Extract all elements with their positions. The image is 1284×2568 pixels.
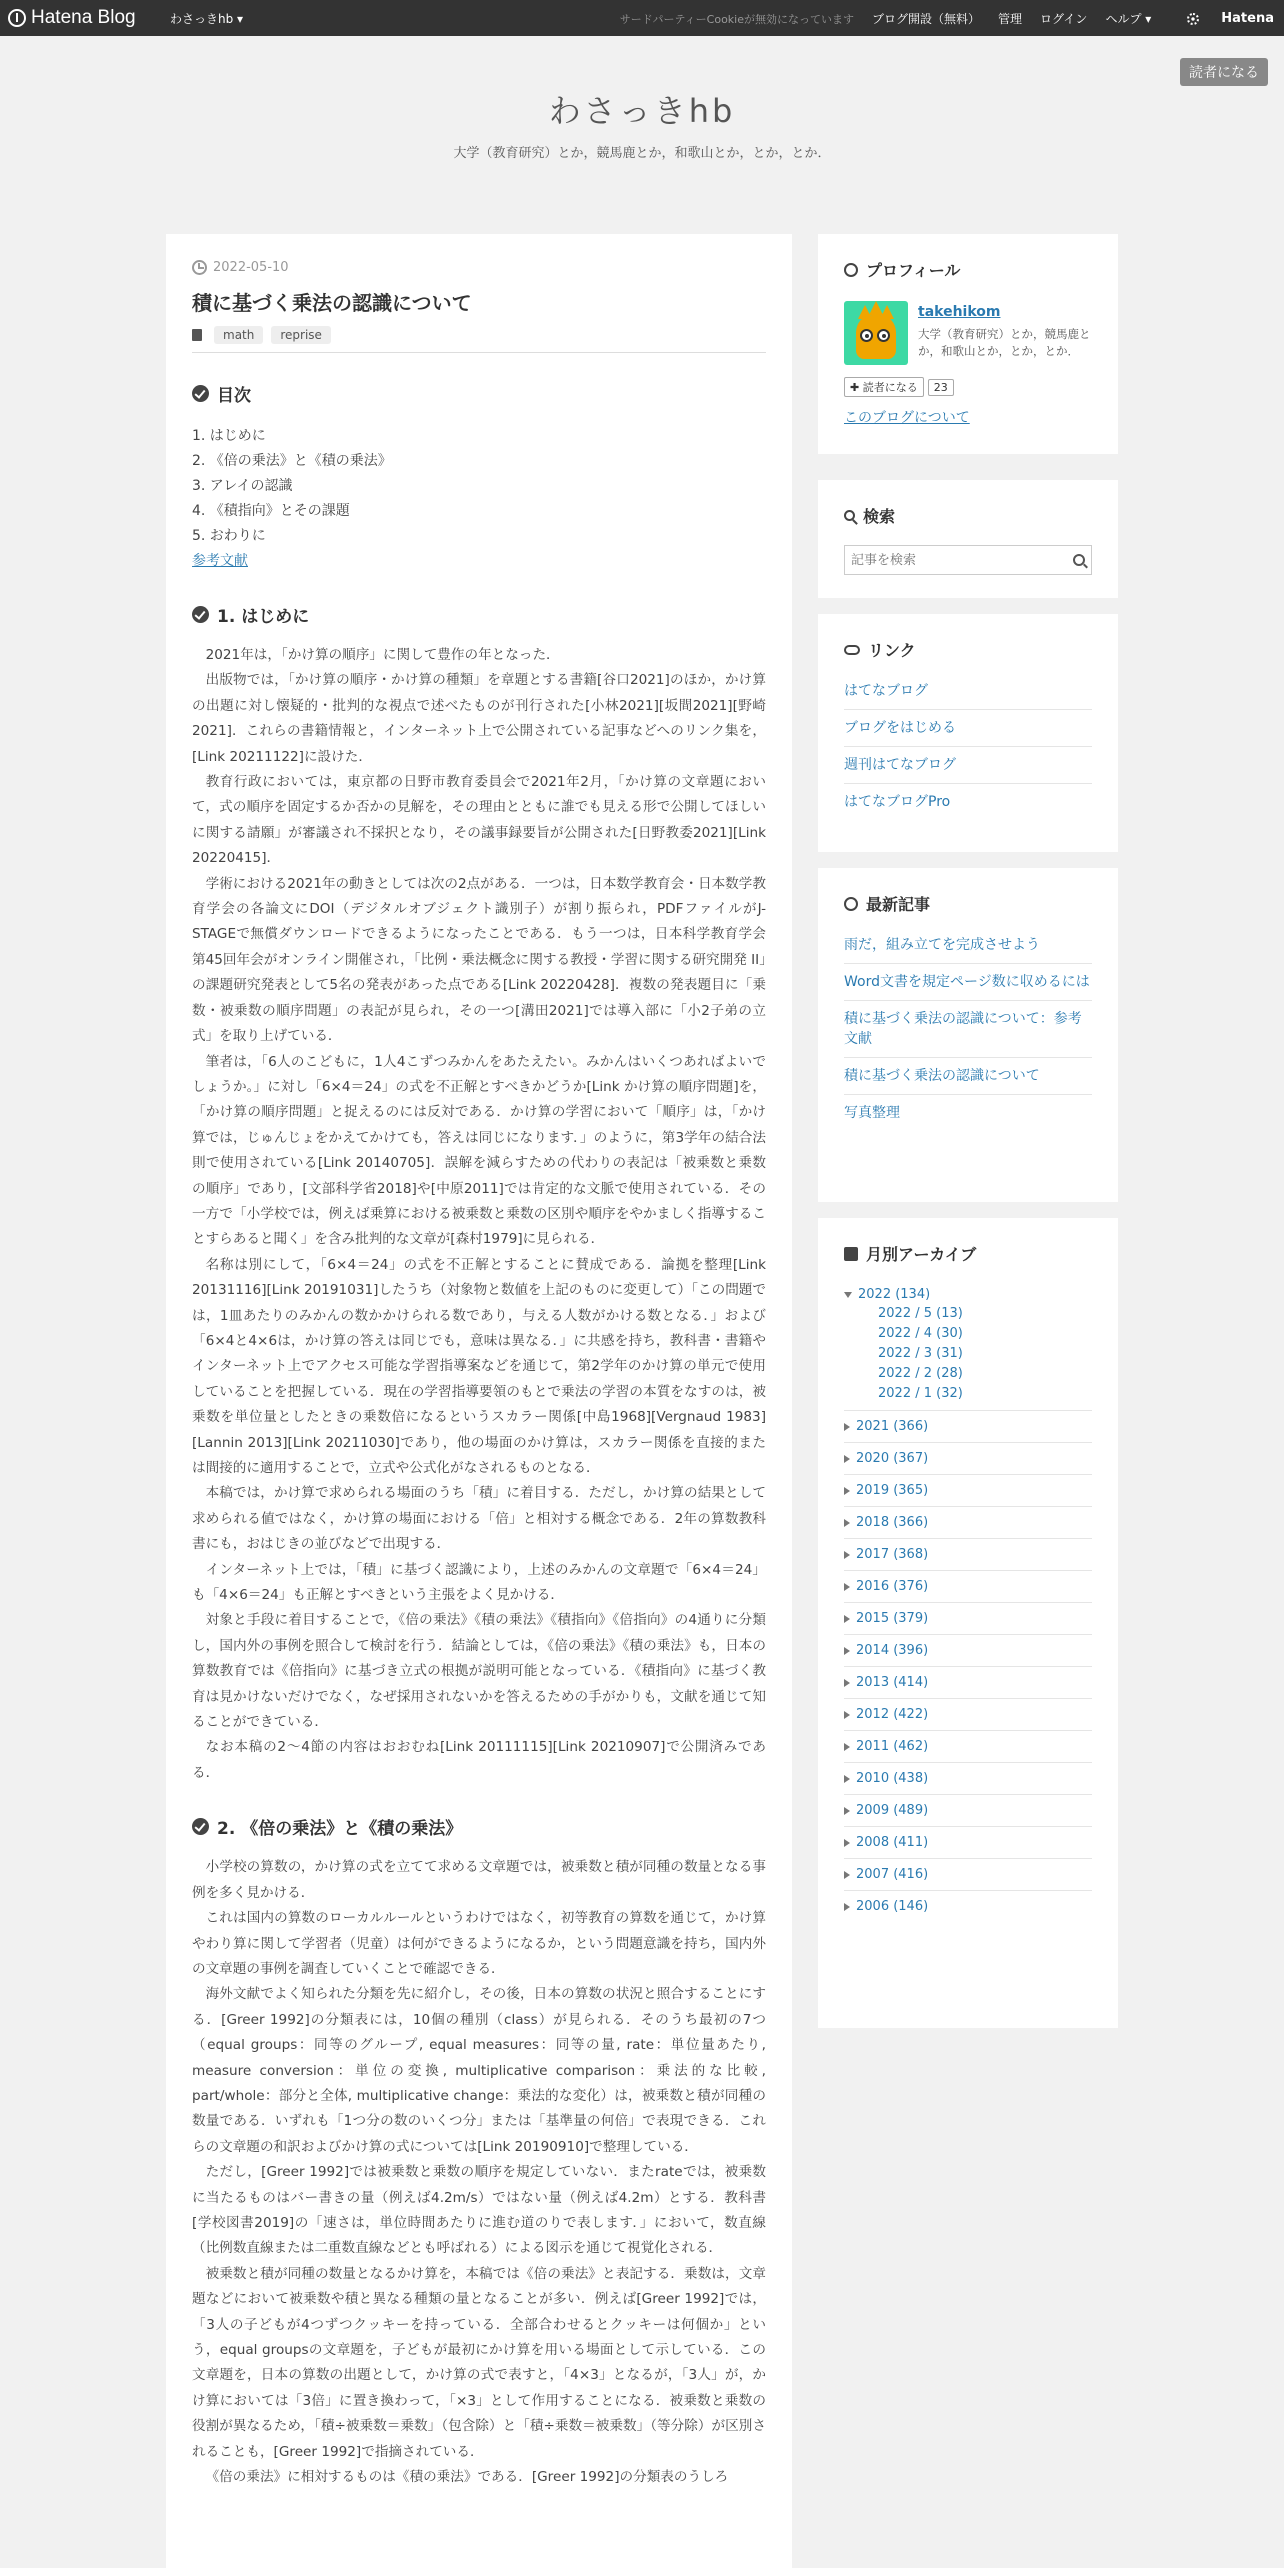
section-heading-text: 1. はじめに: [217, 607, 310, 627]
toc-item[interactable]: 3. アレイの認識: [192, 478, 293, 494]
toc-heading: [192, 381, 766, 406]
entry-date[interactable]: [192, 260, 766, 275]
profile-module: [818, 234, 1118, 454]
open-blog-link[interactable]: ブログ開設（無料）: [872, 12, 981, 26]
archive-year-label: 2011 (462): [856, 1739, 929, 1754]
paragraph: インターネット上では，「積」に基づく認識により，上述のみかんの文章題で「6×4＝24」も「4×6＝24」も正解とすべきという主張をよく見かける．: [192, 1561, 766, 1604]
paragraph: 小学校の算数の，かけ算の式を立てて求める文章題では，被乗数と積が同種の数量となる事例を多く見かける．: [192, 1859, 766, 1901]
archive-months: [844, 1304, 1092, 1411]
recent-entry-link[interactable]: 写真整理: [844, 1105, 900, 1121]
archive-year-label: 2015 (379): [856, 1611, 929, 1626]
archive-year-label: 2016 (376): [856, 1579, 929, 1594]
category-tag[interactable]: reprise: [271, 326, 331, 344]
recent-heading: [844, 892, 1092, 915]
login-link[interactable]: ログイン: [1040, 12, 1088, 26]
recent-entry-link[interactable]: Word文書を規定ページ数に収めるには: [844, 964, 1092, 1001]
archive-year-label: 2014 (396): [856, 1643, 929, 1658]
recent-entry-link[interactable]: 積に基づく乗法の認識について：参考文献: [844, 1001, 1092, 1058]
links-list: [844, 673, 1092, 820]
search-module: [818, 480, 1118, 598]
sidebar-link[interactable]: はてなブログPro: [844, 794, 951, 810]
hatena-blog-logo[interactable]: [8, 7, 136, 29]
search-icon: [844, 510, 855, 521]
search-input[interactable]: [851, 553, 1051, 568]
paragraph: 筆者は，「6人のこどもに，1人4こずつみかんをあたえたい。みかんはいくつあればよいでしょうか。」に対し「6×4＝24」の式を不正解とすべきかどうか[Link かけ算の順序問題]を，「かけ算の順序問題」と捉えるのには反対である．かけ算の学習において「順序」は，「かけ算では，じゅんじょをかえてかけても，答えは同じになります．」のように，第3学年の結合法則で使用されている[Link 20140705]．誤解を減らすための代わりの表記は「被乗数と乗数の順序」であり，[文部科学省2018]や[中原2011]では肯定的な文脈で使用されている．その一方で「小学校では，例えば乗算における被乗数と乗数の区別や順序をやかましく指導することすらあると聞く」を含み批判的な文章が[森村1979]に見られる．: [192, 1053, 766, 1248]
archive-year-toggle[interactable]: [844, 1859, 1092, 1891]
archive-month-link[interactable]: 2022 / 3 (31): [878, 1346, 963, 1361]
entry-title[interactable]: 積に基づく乗法の認識について: [192, 291, 472, 315]
hatena-link[interactable]: [1169, 11, 1274, 26]
archive-month-link[interactable]: 2022 / 1 (32): [878, 1386, 963, 1401]
triangle-right-icon: [844, 1679, 850, 1687]
triangle-right-icon: [844, 1807, 850, 1815]
toc-references-link[interactable]: 参考文献: [192, 553, 248, 569]
archive-year-toggle[interactable]: [844, 1827, 1092, 1859]
archive-month-link[interactable]: 2022 / 4 (30): [878, 1326, 963, 1341]
archive-year-label: 2020 (367): [856, 1451, 929, 1466]
toc-item[interactable]: 5. おわりに: [192, 528, 266, 544]
paragraph: 2021年は，「かけ算の順序」に関して豊作の年となった．: [205, 647, 560, 663]
recent-entry-link[interactable]: 積に基づく乗法の認識について: [844, 1058, 1092, 1095]
archive-year-label: 2009 (489): [856, 1803, 929, 1818]
sidebar-link[interactable]: ブログをはじめる: [844, 710, 1092, 747]
entry-categories: [192, 326, 766, 353]
check-circle-icon: [192, 1818, 209, 1835]
paragraph: 対象と手段に着目することで，《倍の乗法》《積の乗法》《積指向》《倍指向》の4通りに分類し，国内外の事例を照合して検討を行う．結論としては，《倍の乗法》《積の乗法》も，日本の算数教育では《倍指向》に基づき立式の根拠が説明可能となっている．《積指向》に基づく教育は見かけないだけでなく，なぜ採用されないかを答えるための手がかりも，文献を通じて知ることができている．: [192, 1612, 766, 1731]
archive-year-label: 2013 (414): [856, 1675, 929, 1690]
archive-year-toggle[interactable]: [844, 1603, 1092, 1635]
global-header: [0, 0, 1284, 36]
search-submit-icon[interactable]: [1073, 554, 1085, 566]
table-of-contents: [192, 424, 766, 574]
paragraph: なお本稿の2～4節の内容はおおむね[Link 20111115][Link 20210907]で公開済みである．: [192, 1739, 766, 1781]
archive-module: [818, 1218, 1118, 2028]
paragraph: 出版物では，「かけ算の順序・かけ算の種類」を章題とする書籍[谷口2021]のほか，かけ算の出題に対し懐疑的・批判的な視点で述べたものが刊行された[小林2021][坂間2021][野崎2021]．これらの書籍情報と，インターネット上で公開されている記事などへのリンク集を，[Link 20211122]に設けた．: [192, 672, 766, 765]
entry-article: [166, 234, 792, 2568]
hatena-ring-icon: [8, 9, 26, 27]
paragraph: 教育行政においては，東京都の日野市教育委員会で2021年2月，「かけ算の文章題において，式の順序を固定するか否かの見解を，その理由とともに誰でも見える形で公開してほしいに関する請願」が審議され不採択となり，その議事録要旨が公開された[日野教委2021][Link 20220415]．: [192, 774, 766, 867]
archive-month-link[interactable]: 2022 / 5 (13): [878, 1306, 963, 1321]
smiley-icon: [844, 263, 858, 277]
archive-year-toggle[interactable]: [844, 1539, 1092, 1571]
link-icon: [844, 645, 860, 655]
avatar-eye: [877, 329, 890, 342]
clock-icon: [192, 260, 207, 275]
triangle-down-icon: [844, 1292, 852, 1298]
triangle-right-icon: [844, 1487, 850, 1495]
subscribe-button[interactable]: 読者になる: [1180, 58, 1268, 86]
recent-entry-link[interactable]: 雨だ，組み立てを完成させよう: [844, 927, 1092, 964]
subscribe-small-label: 読者になる: [862, 381, 918, 394]
links-heading-text: リンク: [868, 641, 916, 660]
section-body: [192, 1855, 766, 2490]
sidebar-link[interactable]: はてなブログ: [844, 673, 1092, 710]
section-body: [192, 643, 766, 1786]
archive-year-toggle[interactable]: [844, 1279, 1092, 1304]
archive-year-label: 2012 (422): [856, 1707, 929, 1722]
paragraph: 海外文献でよく知られた分類を先に紹介し，その後，日本の算数の状況と照合することにする．[Greer 1992]の分類表には，10個の種別（class）が見られる．そのうち最初の7つ（equal groups：同等のグループ, equal measures：同等の量, rate：単位量あたり, measure conversion：単位の変換, multiplicative comparison：乗法的な比較, part/whole：部分と全体, multiplicative change：乗法的な変化）は，被乗数と積が同種の数量である．いずれも「1つ分の数のいくつ分」または「基準量の何倍」で表現できる．これらの文章題の和訳およびかけ算の式については[Link 20190910]で整理している．: [192, 1986, 766, 2155]
archive-heading: [844, 1242, 1092, 1265]
archive-year-toggle[interactable]: [844, 1571, 1092, 1603]
search-heading: [844, 504, 1092, 527]
cookie-notice: サードパーティーCookieが無効になっています: [619, 12, 854, 26]
folder-icon: [192, 329, 202, 341]
triangle-right-icon: [844, 1551, 850, 1559]
paragraph: 名称は別にして，「6×4＝24」の式を不正解とすることに賛成である．論拠を整理[Link 20131116][Link 20191031]したうち（対象物と数値を上記のものに変更して）「この問題では，1皿あたりのみかんの数かかけられる数であり，与える人数がかける数となる．」および「6×4と4×6は，かけ算の答えは同じでも，意味は異なる．」に共感を持ち，教科書・書籍やインターネット上でアクセス可能な学習指導案などを通じて，第2学年のかけ算の単元で使用していることを把握している．現在の学習指導要領のもとで乗法の学習の本質をなすのは，被乗数を単位量としたときの乗数倍になるというスカラー関係[中島1968][Vergnaud 1983][Lannin 2013][Link 20211030]であり，他の場面のかけ算は，スカラー関係を直接的または間接的に適用することで，立式や公式化がなされるものとなる．: [192, 1256, 766, 1476]
history-icon: [844, 897, 858, 911]
archive-year-toggle[interactable]: [844, 1411, 1092, 1443]
archive-year-toggle[interactable]: [844, 1795, 1092, 1827]
toc-heading-text: 目次: [217, 386, 251, 406]
search-box: [844, 545, 1092, 575]
blog-title[interactable]: わさっきhb: [548, 92, 736, 130]
archive-year-toggle[interactable]: [844, 1667, 1092, 1699]
toc-item[interactable]: 4. 《積指向》とその課題: [192, 503, 350, 519]
toc-item[interactable]: 1. はじめに: [192, 428, 266, 444]
paragraph: 学術における2021年の動きとしては次の2点がある．一つは，日本数学教育会・日本数学教育学会の各論文にDOI（デジタルオブジェクト識別子）が割り振られ，PDFファイルがJ-STAGEで無償ダウンロードできるようになったことである．もう一つは，日本科学教育学会第45回年会がオンライン開催され，「比例・乗法概念に関する教授・学習に関する研究開発 II」の課題研究発表として5名の発表があった点である[Link 20220428]．複数の発表題目に「乗数・被乗数の順序問題」の表記が見られ，その一つ[溝田2021]では導入部に「小2子弟の立式」を取り上げている．: [192, 875, 766, 1045]
recent-heading-text: 最新記事: [866, 895, 931, 914]
triangle-right-icon: [844, 1711, 850, 1719]
recent-list: [844, 927, 1092, 1131]
category-tag[interactable]: math: [214, 326, 263, 344]
section-heading: [192, 1814, 766, 1839]
triangle-right-icon: [844, 1615, 850, 1623]
archive-year-toggle[interactable]: [844, 1731, 1092, 1763]
date-text: 2022-05-10: [213, 260, 289, 275]
paragraph: 本稿では，かけ算で求められる場面のうち「積」に着目する．ただし，かけ算の結果として求められる値ではなく，かけ算の場面における「倍」と相対する概念である．2年の算数教科書にも，おはじきの並びなどで出現する．: [192, 1485, 766, 1553]
archive-year-label: 2006 (146): [856, 1899, 929, 1914]
archive-year-label: 2019 (365): [856, 1483, 929, 1498]
triangle-right-icon: [844, 1839, 850, 1847]
archive-year-label: 2007 (416): [856, 1867, 929, 1882]
toc-item[interactable]: 2. 《倍の乗法》と《積の乗法》: [192, 453, 392, 469]
triangle-right-icon: [844, 1583, 850, 1591]
archive-year-toggle[interactable]: [844, 1507, 1092, 1539]
archive-year-label: 2017 (368): [856, 1547, 929, 1562]
triangle-right-icon: [844, 1775, 850, 1783]
profile-info: [918, 301, 1092, 365]
hatena-text: Hatena: [1221, 11, 1274, 26]
check-circle-icon: [192, 385, 209, 402]
archive-year-toggle[interactable]: [844, 1891, 1092, 1922]
profile-heading: [844, 258, 1092, 281]
triangle-right-icon: [844, 1743, 850, 1751]
triangle-right-icon: [844, 1903, 850, 1911]
triangle-right-icon: [844, 1871, 850, 1879]
archive-year-toggle[interactable]: [844, 1475, 1092, 1507]
links-module: [818, 614, 1118, 852]
archive-year-toggle[interactable]: [844, 1443, 1092, 1475]
archive-year-label: 2022 (134): [858, 1287, 931, 1302]
archive-month-link[interactable]: 2022 / 2 (28): [878, 1366, 963, 1381]
paragraph: これは国内の算数のローカルルールというわけではなく，初等教育の算数を通じて，かけ算やわり算に関して学習者（児童）は何ができるようになるか，という問題意識を持ち，国内外の文章題の事例を調査していくことで確認できる．: [192, 1910, 766, 1977]
triangle-right-icon: [844, 1519, 850, 1527]
blog-menu-dropdown[interactable]: わさっきhb ▾: [170, 12, 244, 26]
archive-year-label: 2021 (366): [856, 1419, 929, 1434]
archive-year-toggle[interactable]: [844, 1763, 1092, 1795]
section-heading: [192, 602, 766, 627]
archive-box-icon: [844, 1247, 858, 1261]
subscribe-small-button[interactable]: ✚ 読者になる: [844, 377, 924, 397]
triangle-right-icon: [844, 1455, 850, 1463]
archive-heading-text: 月別アーカイブ: [866, 1245, 977, 1264]
admin-link[interactable]: 管理: [998, 12, 1023, 26]
sidebar-link[interactable]: 週刊はてなブログ: [844, 747, 1092, 784]
archive-list: [844, 1279, 1092, 1922]
logo-text: Hatena Blog: [31, 7, 136, 28]
profile-heading-text: プロフィール: [866, 261, 961, 280]
blog-description: 大学（教育研究）とか，競馬鹿とか，和歌山とか，とか，とか．: [453, 146, 831, 161]
reader-count: 23: [928, 379, 954, 396]
paragraph: 被乗数と積が同種の数量となるかけ算を，本稿では《倍の乗法》と表記する．乗数は，文章題などにおいて被乗数や積と異なる種類の量となることが多い．例えば[Greer 1992]では，「3人の子どもが4つずつクッキーを持っている．全部合わせるとクッキーは何個か」という，equal groupsの文章題を，子どもが最初にかけ算を用いる場面として示している．この文章題を，日本の算数の出題として，かけ算の式で表すと，「4×3」となるが，「3人」が，かけ算においては「3倍」に置き換わって，「×3」として作用することになる．被乗数と乗数の役割が異なるため，「積÷被乗数＝乗数」（包含除）と「積÷乗数＝被乗数」（等分除）が区別されることも，[Greer 1992]で指摘されている．: [192, 2265, 766, 2460]
reader-row: [844, 377, 1092, 397]
check-circle-icon: [192, 606, 209, 623]
archive-year-label: 2018 (366): [856, 1515, 929, 1530]
recent-entries-module: [818, 868, 1118, 1202]
paragraph: 《倍の乗法》に相対するものは《積の乗法》である．[Greer 1992]の分類表のうしろ: [205, 2469, 729, 2486]
triangle-right-icon: [844, 1647, 850, 1655]
avatar[interactable]: [844, 301, 908, 365]
profile-description: 大学（教育研究）とか，競馬鹿とか，和歌山とか，とか，とか．: [918, 327, 1091, 358]
archive-year-toggle[interactable]: [844, 1635, 1092, 1667]
about-blog-link[interactable]: このブログについて: [844, 410, 970, 426]
paragraph: ただし，[Greer 1992]では被乗数と乗数の順序を規定していない．またrateでは，被乗数に当たるものはバー書きの量（例えば4.2m/s）ではない量（例えば4.2m）とする．教科書[学校図書2019]の「速さは，単位時間あたりに進む道のりで表します．」において，数直線（比例数直線または二重数直線などとも呼ばれる）による図示を通じて視覚化される．: [192, 2164, 766, 2257]
section-heading-text: 2. 《倍の乗法》と《積の乗法》: [217, 1819, 463, 1840]
archive-year-label: 2008 (411): [856, 1835, 929, 1850]
profile-name-link[interactable]: takehikom: [918, 304, 1001, 320]
links-heading: [844, 638, 1092, 661]
search-heading-text: 検索: [863, 507, 896, 526]
help-dropdown[interactable]: ヘルプ ▾: [1105, 12, 1152, 26]
hatena-burst-icon: [1187, 13, 1199, 25]
avatar-eye: [860, 329, 873, 342]
profile-row: [844, 301, 1092, 365]
archive-year-toggle[interactable]: [844, 1699, 1092, 1731]
triangle-right-icon: [844, 1423, 850, 1431]
archive-year-label: 2010 (438): [856, 1771, 929, 1786]
